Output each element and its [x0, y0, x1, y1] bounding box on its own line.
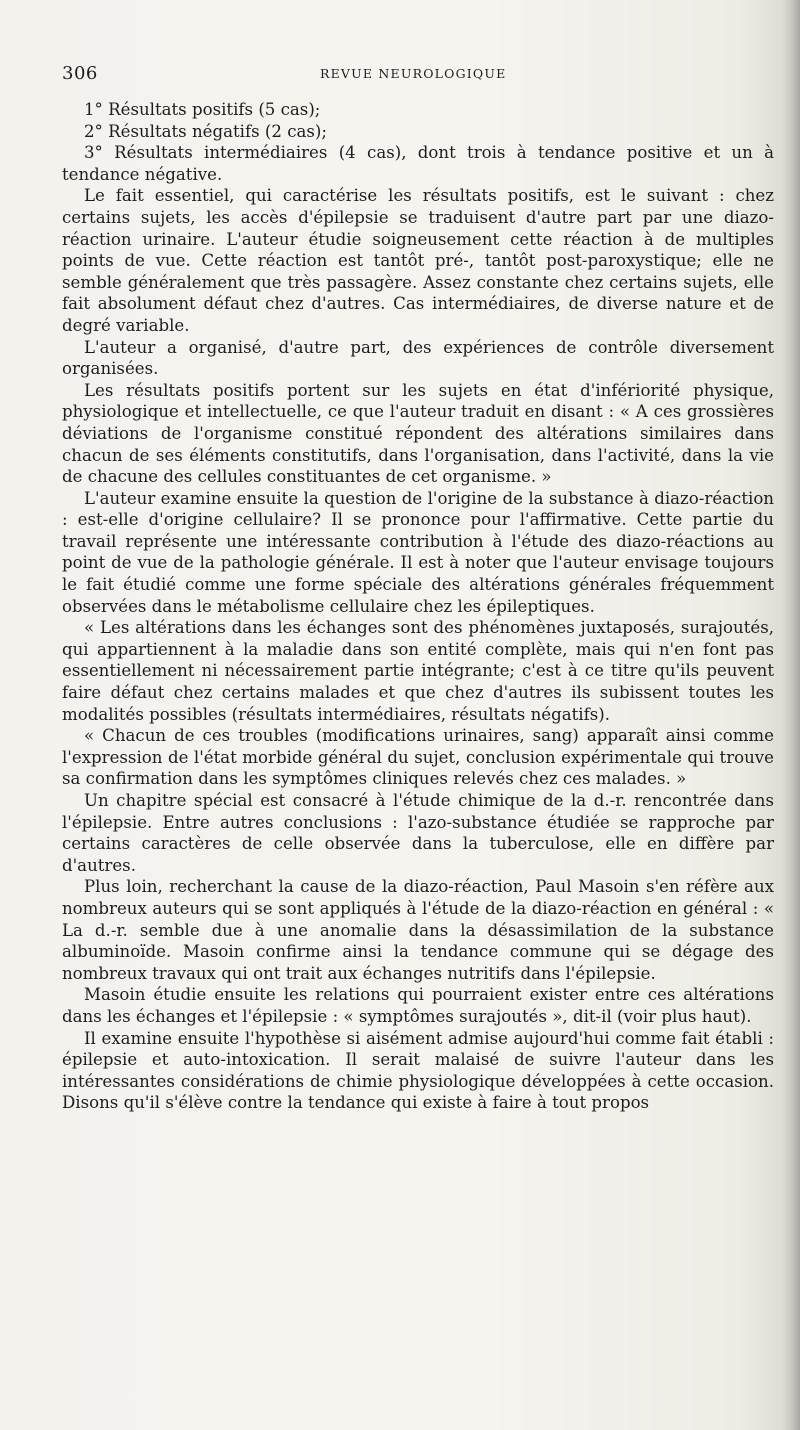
page-header — [62, 63, 774, 83]
paragraph: L'auteur examine ensuite la question de l'origine de la substance à diazo-réaction : est-elle d'origine cellulaire? Il se prononce pour l'affirmative. Cette partie du travail représente une intéressante contribution à l'étude des diazo-réactions au point de vue de la pathologie générale. Il est à noter que l'auteur envisage toujours le fait étudié comme une forme spéciale des altérations générales fréquemment observées dans le métabolisme cellulaire chez les épileptiques. — [62, 488, 774, 616]
quote-paragraph: « Chacun de ces troubles (modifications urinaires, sang) apparaît ainsi comme l'expression de l'état morbide général du sujet, conclusion expérimentale qui trouve sa confirmation dans les symptômes cliniques relevés chez ces malades. » — [62, 726, 774, 789]
list-item: 1° Résultats positifs (5 cas); — [84, 100, 321, 119]
running-title: REVUE NEUROLOGIQUE — [320, 66, 507, 81]
page-edge-shadow — [782, 0, 800, 1430]
paragraph: L'auteur a organisé, d'autre part, des expériences de contrôle diversement organisées. — [62, 337, 774, 379]
paragraph: Il examine ensuite l'hypothèse si aisément admise aujourd'hui comme fait établi : épilepsie et auto-intoxication. Il serait malaisé de suivre l'auteur dans les intéressantes considérations de chimie physiologique développées à cette occasion. Disons qu'il s'élève contre la tendance qui existe à faire à tout propos — [62, 1028, 774, 1113]
list-item: 2° Résultats négatifs (2 cas); — [84, 121, 327, 141]
paragraph: Masoin étudie ensuite les relations qui pourraient exister entre ces altérations dans les échanges et l'épilepsie : « symptômes surajoutés », dit-il (voir plus haut). — [62, 985, 774, 1026]
paragraph: Un chapitre spécial est consacré à l'étude chimique de la d.-r. rencontrée dans l'épilepsie. Entre autres conclusions : l'azo-substance étudiée se rapproche par certains caractères de celle observée dans la tuberculose, elle en diffère par d'autres. — [62, 791, 774, 875]
page-number: 306 — [62, 63, 98, 84]
paragraph: Le fait essentiel, qui caractérise les résultats positifs, est le suivant : chez certains sujets, les accès d'épilepsie se traduisent d'autre part par une diazo-réaction urinaire. L'auteur étudie soigneusement cette réaction à de multiples points de vue. Cette réaction est tantôt pré-, tantôt post-paroxystique; elle ne semble généralement que très passagère. Assez constante chez certains sujets, elle fait absolument défaut chez d'autres. Cas intermédiaires, de diverse nature et de degré variable. — [62, 186, 774, 335]
article-body — [62, 99, 774, 1114]
paragraph: Les résultats positifs portent sur les sujets en état d'infériorité physique, physiologique et intellectuelle, ce que l'auteur traduit en disant : « A ces grossières déviations de l'organisme constitué répondent des altérations similaires dans chacun de ses éléments constitutifs, dans l'organisation, dans l'activité, dans la vie de chacune des cellules constituantes de cet organisme. » — [62, 380, 774, 487]
paragraph: Plus loin, recherchant la cause de la diazo-réaction, Paul Masoin s'en réfère aux nombreux auteurs qui se sont appliqués à l'étude de la diazo-réaction en général : « La d.-r. semble due à une anomalie dans la désassimilation de la substance albuminoïde. Masoin confirme ainsi la tendance commune qui se dégage des nombreux travaux qui ont trait aux échanges nutritifs dans l'épilepsie. — [62, 877, 774, 983]
quote-paragraph: « Les altérations dans les échanges sont des phénomènes juxtaposés, surajoutés, qui appartiennent à la maladie dans son entité complète, mais qui n'en font pas essentiellement ni nécessairement partie intégrante; c'est à ce titre qu'ils peuvent faire défaut chez certains malades et que chez d'autres ils subissent toutes les modalités possibles (résultats intermédiaires, résultats négatifs). — [62, 618, 774, 724]
list-item: 3° Résultats intermédiaires (4 cas), dont trois à tendance positive et un à tendance négative. — [62, 143, 774, 184]
results-list — [62, 99, 774, 185]
